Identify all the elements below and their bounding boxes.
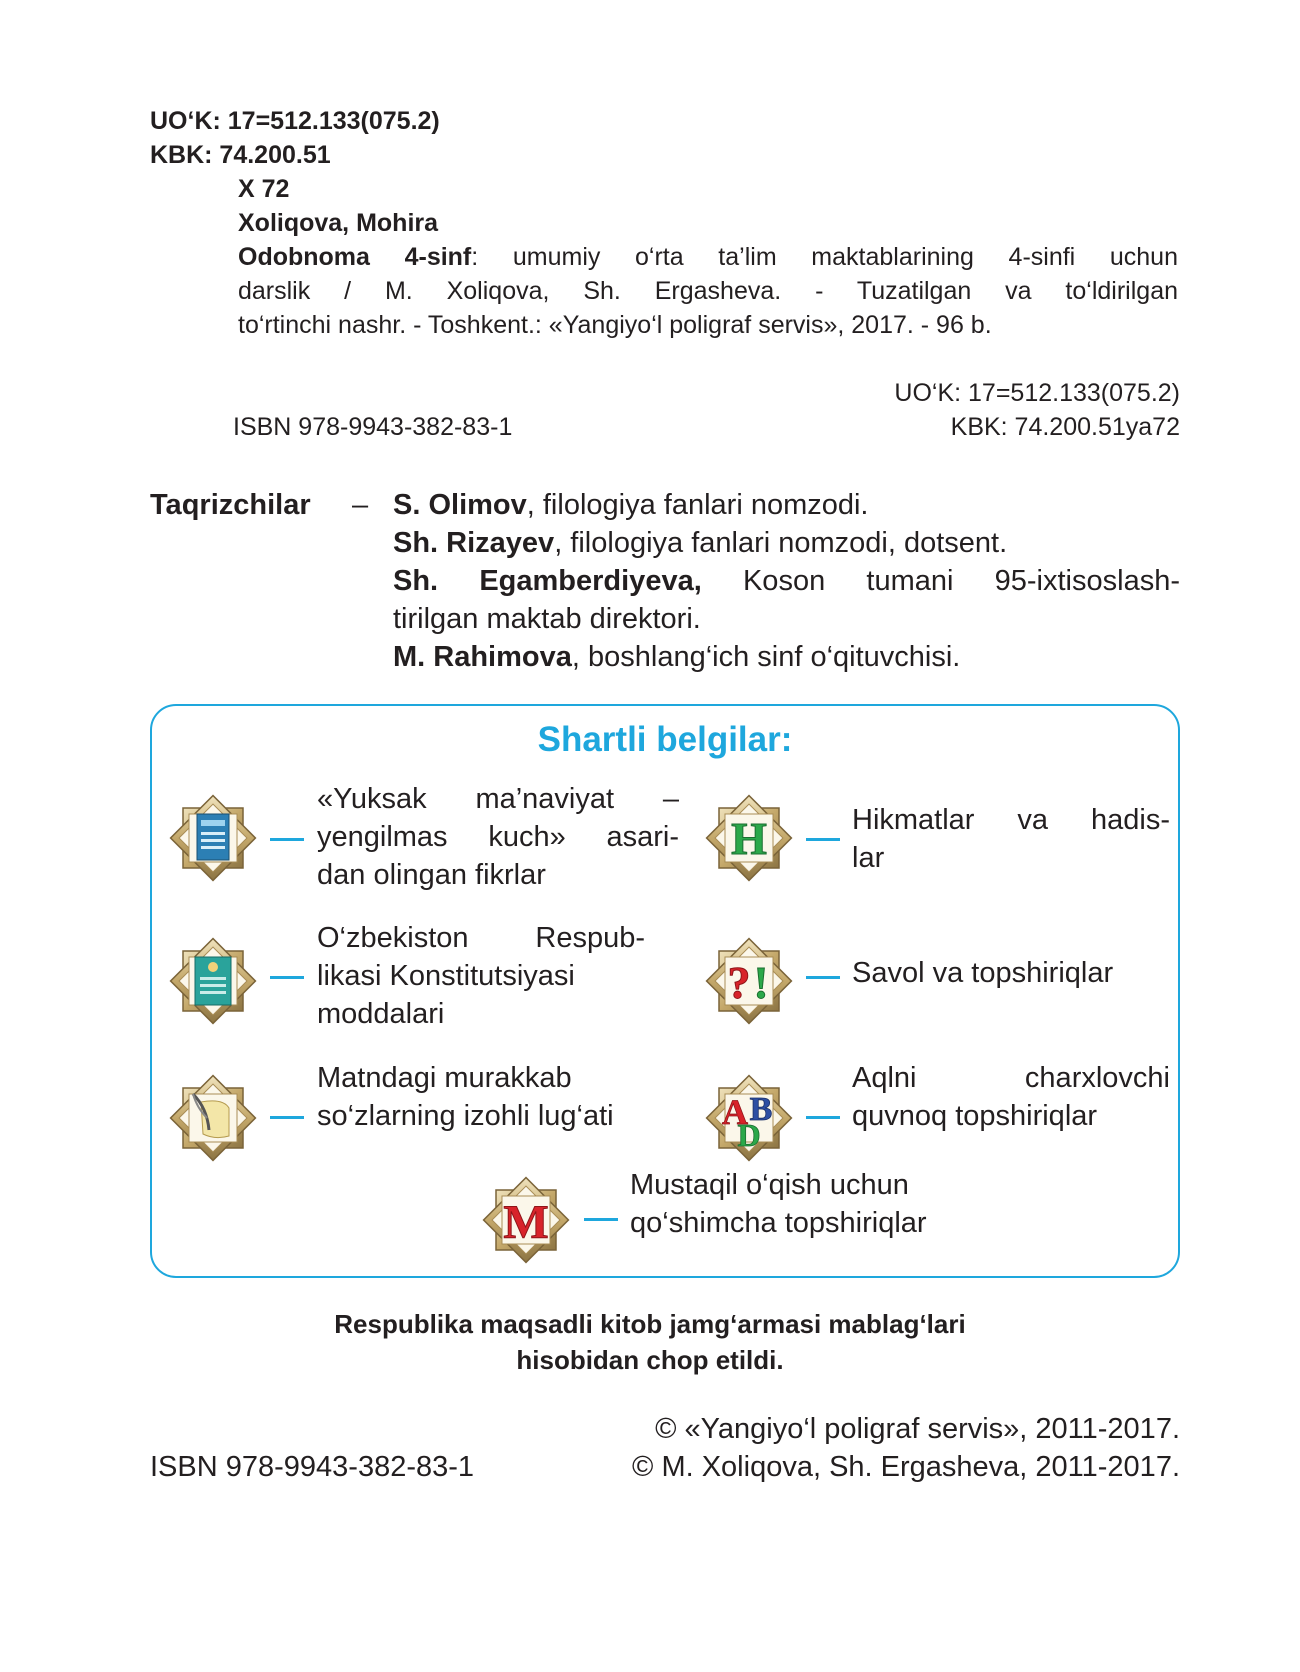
- legend-item-book-line-1: «Yuksak ma’naviyat –: [317, 783, 679, 815]
- legend-dash: [806, 976, 840, 979]
- book-description-line-2: darslik / M. Xoliqova, Sh. Ergasheva. - Tuzatilgan va to‘ldirilgan: [238, 277, 1178, 305]
- svg-text:H: H: [731, 813, 767, 864]
- legend-item-puzzles-line-1: Aqlni charxlovchi: [852, 1062, 1170, 1094]
- svg-text:B: B: [749, 1091, 773, 1128]
- reviewer-4: M. Rahimova, boshlang‘ich sinf o‘qituvchisi.: [393, 641, 961, 673]
- letter-m-icon: [476, 1170, 576, 1270]
- book-title: Odobnoma 4-sinf: [238, 243, 472, 271]
- isbn-top: ISBN 978-9943-382-83-1: [233, 413, 513, 441]
- copyright-publisher: © «Yangiyo‘l poligraf servis», 2011-2017.: [655, 1413, 1180, 1445]
- book-icon: [163, 788, 263, 888]
- svg-text:A: A: [722, 1092, 748, 1132]
- author-name: Xoliqova, Mohira: [238, 209, 439, 237]
- reviewer-1: S. Olimov, filologiya fanlari nomzodi.: [393, 489, 869, 521]
- legend-dash: [270, 1116, 304, 1119]
- legend-item-dictionary-line-2: so‘zlarning izohli lug‘ati: [317, 1100, 614, 1132]
- legend-box: [150, 704, 1180, 1278]
- constitution-icon: [163, 931, 263, 1031]
- copyright-authors: © M. Xoliqova, Sh. Ergasheva, 2011-2017.: [632, 1451, 1180, 1483]
- legend-item-reading-line-2: qo‘shimcha topshiriqlar: [630, 1207, 927, 1239]
- reviewers-dash: –: [352, 489, 369, 521]
- legend-item-book-line-2: yengilmas kuch» asari-: [317, 821, 679, 853]
- quill-scroll-icon: [163, 1068, 263, 1168]
- book-description-line-1: Odobnoma 4-sinf: umumiy o‘rta ta’lim maktablarining 4-sinfi uchun: [238, 243, 1178, 271]
- reviewer-3: Sh. Egamberdiyeva, Koson tumani 95-ixtisoslash-: [393, 565, 1180, 597]
- abd-letters-icon: [699, 1068, 799, 1168]
- legend-dash: [806, 838, 840, 841]
- uok-right: UO‘K: 17=512.133(075.2): [894, 379, 1180, 407]
- svg-text:!: !: [753, 957, 769, 1008]
- svg-text:?: ?: [727, 957, 751, 1008]
- reviewers-label: Taqrizchilar: [150, 489, 311, 521]
- author-code: X 72: [238, 175, 290, 203]
- legend-item-dictionary-line-1: Matndagi murakkab: [317, 1062, 572, 1094]
- kbk-code: KBK: 74.200.51: [150, 141, 331, 169]
- legend-title: Shartli belgilar:: [537, 720, 793, 759]
- svg-text:D: D: [737, 1117, 761, 1153]
- legend-dash: [270, 838, 304, 841]
- legend-item-puzzles-line-2: quvnoq topshiriqlar: [852, 1100, 1098, 1132]
- question-exclamation-icon: [699, 931, 799, 1031]
- legend-dash: [270, 976, 304, 979]
- legend-dash: [806, 1116, 840, 1119]
- funding-note-line-2: hisobidan chop etildi.: [516, 1345, 784, 1375]
- book-description-line-3: to‘rtinchi nashr. - Toshkent.: «Yangiyo‘l poligraf servis», 2017. - 96 b.: [238, 311, 992, 339]
- reviewer-2: Sh. Rizayev, filologiya fanlari nomzodi, dotsent.: [393, 527, 1008, 559]
- legend-item-h-line-2: lar: [852, 842, 885, 874]
- funding-note-line-1: Respublika maqsadli kitob jamg‘armasi mablag‘lari: [334, 1309, 966, 1339]
- legend-item-constitution-line-1: O‘zbekiston Respub-: [317, 922, 645, 954]
- letter-h-icon: [699, 788, 799, 888]
- legend-item-book-line-3: dan olingan fikrlar: [317, 859, 546, 891]
- isbn-bottom: ISBN 978-9943-382-83-1: [150, 1451, 475, 1483]
- kbk-right: KBK: 74.200.51ya72: [950, 413, 1180, 441]
- legend-dash: [584, 1218, 618, 1221]
- legend-item-constitution-line-3: moddalari: [317, 998, 445, 1030]
- svg-text:M: M: [503, 1196, 549, 1249]
- legend-item-h-line-1: Hikmatlar va hadis-: [852, 804, 1170, 836]
- legend-item-reading-line-1: Mustaqil o‘qish uchun: [630, 1169, 909, 1201]
- uok-code: UO‘K: 17=512.133(075.2): [150, 107, 440, 135]
- legend-item-constitution-line-2: likasi Konstitutsiyasi: [317, 960, 575, 992]
- legend-item-questions: Savol va topshiriqlar: [852, 957, 1114, 989]
- reviewer-3-continued: tirilgan maktab direktori.: [393, 603, 701, 635]
